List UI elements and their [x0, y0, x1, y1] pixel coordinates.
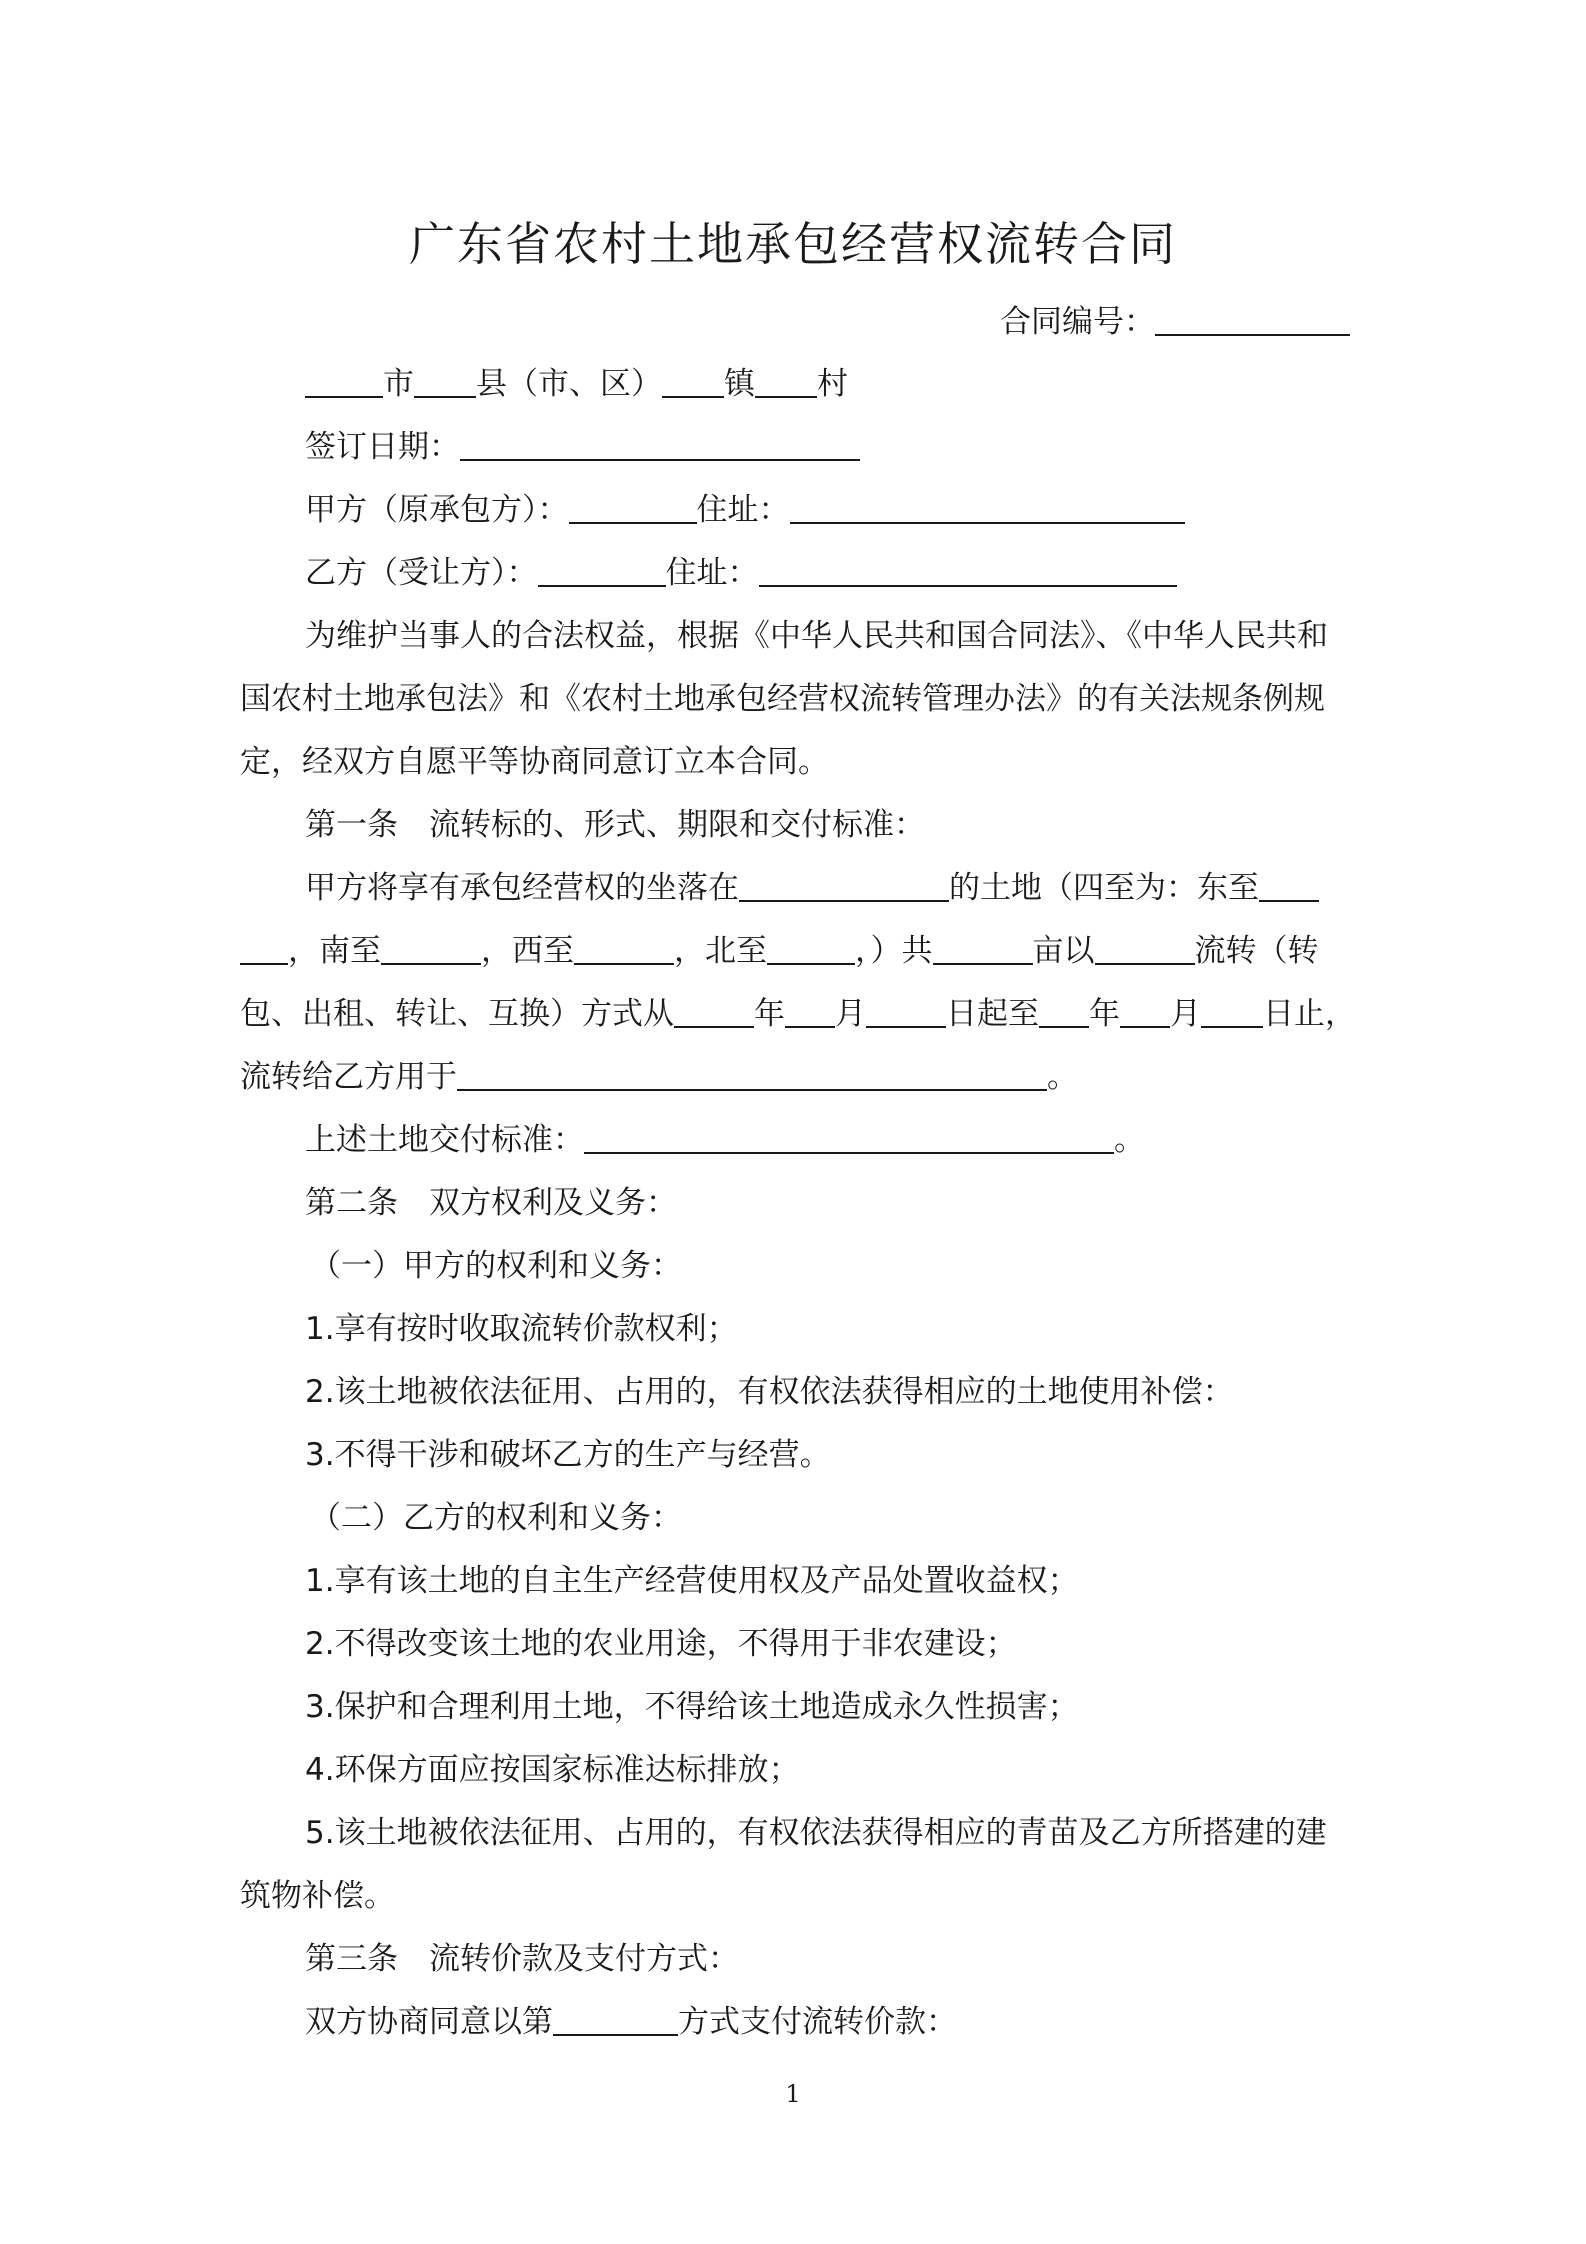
party-a-name-blank[interactable] — [569, 492, 697, 524]
text: 年 — [1089, 996, 1120, 1032]
text: ，南至 — [288, 933, 381, 969]
party-a-duties-heading: （一）甲方的权利和义务： — [310, 1248, 682, 1284]
text: 流转（转 — [1194, 933, 1319, 969]
party-b-address-blank[interactable] — [759, 555, 1177, 587]
city-label: 市 — [383, 366, 414, 402]
party-a-address-blank[interactable] — [790, 492, 1185, 524]
text: 亩以 — [1032, 933, 1095, 969]
town-label: 镇 — [724, 366, 755, 402]
party-a-duty-1: 1.享有按时收取流转价款权利； — [305, 1311, 738, 1347]
village-blank[interactable] — [755, 366, 817, 398]
party-b-duty-2: 2.不得改变该土地的农业用途，不得用于非农建设； — [305, 1626, 1017, 1662]
text: 月 — [835, 996, 866, 1032]
south-blank[interactable] — [381, 933, 481, 965]
sign-date-label: 签订日期： — [305, 429, 460, 465]
east-blank[interactable] — [1259, 870, 1319, 902]
village-label: 村 — [817, 366, 848, 402]
text: ，西至 — [481, 933, 574, 969]
end-year-blank[interactable] — [1039, 996, 1089, 1028]
article-1-heading: 第一条 流转标的、形式、期限和交付标准： — [305, 807, 925, 843]
delivery-standard-blank[interactable] — [584, 1122, 1114, 1154]
party-b-duty-5-cont: 筑物补偿。 — [240, 1878, 395, 1914]
town-blank[interactable] — [662, 366, 724, 398]
text: 月 — [1170, 996, 1201, 1032]
county-label: 县（市、区） — [476, 366, 662, 402]
city-blank[interactable] — [305, 366, 383, 398]
article-3-heading: 第三条 流转价款及支付方式： — [305, 1941, 739, 1977]
party-a-address-label: 住址： — [696, 492, 790, 528]
text: ，）共 — [855, 933, 933, 969]
text: ，北至 — [674, 933, 767, 969]
contract-number-blank[interactable] — [1155, 304, 1350, 336]
sign-date-row — [240, 425, 1350, 469]
article-1-line-4 — [240, 1055, 1350, 1099]
area-blank[interactable] — [933, 933, 1033, 965]
text: 流转给乙方用于 — [240, 1059, 457, 1095]
location-blank[interactable] — [739, 870, 949, 902]
start-month-blank[interactable] — [785, 996, 835, 1028]
party-a-label: 甲方（原承包方）： — [305, 492, 569, 528]
contract-number-row — [240, 300, 1350, 344]
usage-blank[interactable] — [457, 1059, 1047, 1091]
west-blank[interactable] — [574, 933, 674, 965]
party-a-duty-3: 3.不得干涉和破坏乙方的生产与经营。 — [305, 1437, 831, 1473]
method-blank[interactable] — [1095, 933, 1195, 965]
text: 包、出租、转让、互换）方式从 — [240, 996, 674, 1032]
text: 的土地（四至为：东至 — [949, 870, 1259, 906]
start-day-blank[interactable] — [866, 996, 946, 1028]
party-b-duty-1: 1.享有该土地的自主生产经营使用权及产品处置收益权； — [305, 1563, 1079, 1599]
text: 日止， — [1263, 996, 1356, 1032]
end-month-blank[interactable] — [1120, 996, 1170, 1028]
north-blank[interactable] — [767, 933, 855, 965]
sign-date-blank[interactable] — [460, 429, 860, 461]
article-1-line-3 — [240, 992, 1356, 1036]
party-b-row — [240, 551, 1350, 595]
text: 日起至 — [946, 996, 1039, 1032]
article-1-line-2 — [240, 929, 1350, 973]
party-b-duty-4: 4.环保方面应按国家标准达标排放； — [305, 1752, 800, 1788]
text: 方式支付流转价款： — [678, 2004, 957, 2040]
location-row — [240, 362, 1350, 406]
party-b-name-blank[interactable] — [538, 555, 666, 587]
east-blank-cont[interactable] — [240, 933, 288, 965]
delivery-standard-row — [240, 1118, 1350, 1162]
party-b-address-label: 住址： — [665, 555, 759, 591]
text: 。 — [1114, 1122, 1145, 1158]
contract-number-label: 合同编号： — [1000, 304, 1155, 340]
party-a-row — [240, 488, 1350, 532]
preamble-line-3: 定，经双方自愿平等协商同意订立本合同。 — [240, 744, 829, 780]
article-1-line-1 — [240, 866, 1350, 910]
text: 双方协商同意以第 — [305, 2004, 553, 2040]
page-number: 1 — [785, 2080, 801, 2108]
preamble-line-2: 国农村土地承包法》和《农村土地承包经营权流转管理办法》的有关法规条例规 — [240, 681, 1325, 717]
text: 甲方将享有承包经营权的坐落在 — [305, 870, 739, 906]
article-2-heading: 第二条 双方权利及义务： — [305, 1185, 677, 1221]
county-blank[interactable] — [414, 366, 476, 398]
party-a-duty-2: 2.该土地被依法征用、占用的，有权依法获得相应的土地使用补偿： — [305, 1374, 1234, 1410]
delivery-standard-label: 上述土地交付标准： — [305, 1122, 584, 1158]
start-year-blank[interactable] — [674, 996, 754, 1028]
text: 。 — [1047, 1059, 1078, 1095]
end-day-blank[interactable] — [1201, 996, 1263, 1028]
document-title: 广东省农村土地承包经营权流转合同 — [409, 217, 1177, 271]
preamble-line-1: 为维护当事人的合法权益，根据《中华人民共和国合同法》、《中华人民共和 — [305, 618, 1328, 654]
party-b-duty-3: 3.保护和合理利用土地，不得给该土地造成永久性损害； — [305, 1689, 1079, 1725]
party-b-duties-heading: （二）乙方的权利和义务： — [310, 1500, 682, 1536]
party-b-label: 乙方（受让方）： — [305, 555, 538, 591]
text: 年 — [754, 996, 785, 1032]
party-b-duty-5: 5.该土地被依法征用、占用的，有权依法获得相应的青苗及乙方所搭建的建 — [305, 1815, 1327, 1851]
article-3-line-1 — [240, 2000, 1350, 2044]
payment-method-blank[interactable] — [553, 2004, 678, 2036]
